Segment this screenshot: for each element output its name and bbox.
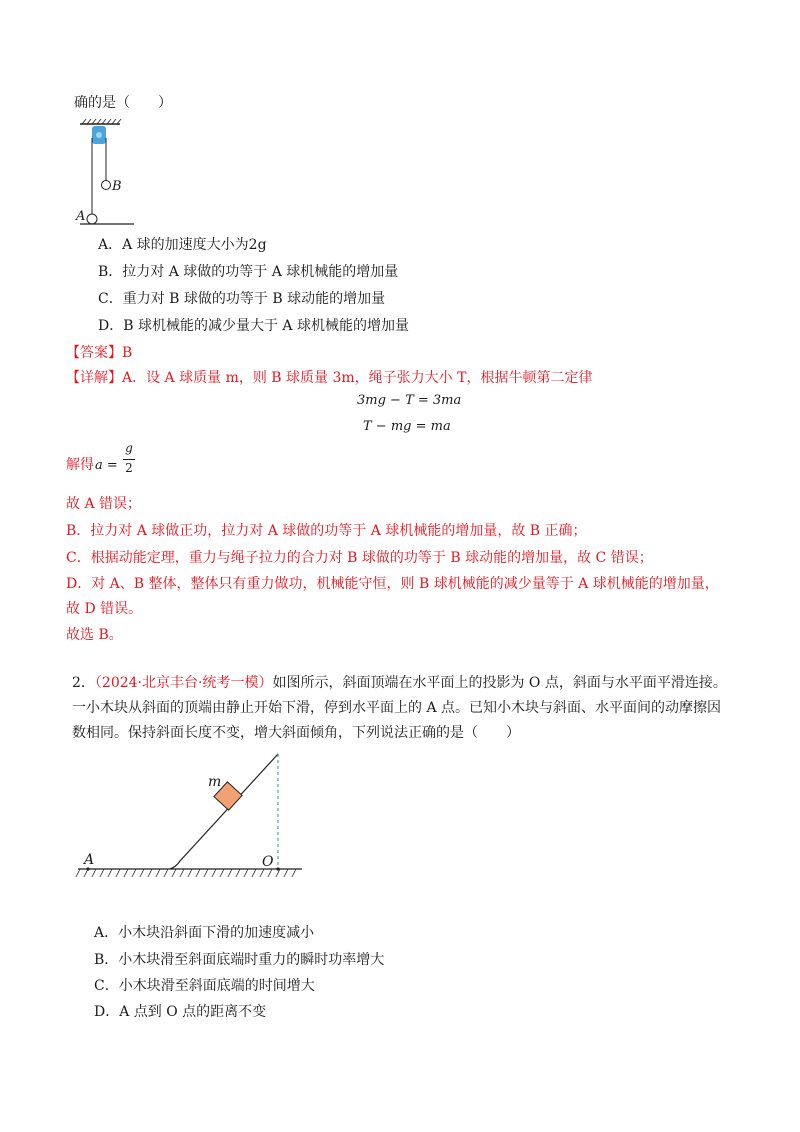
q1-conclusion-d-line1: D．对 A、B 整体，整体只有重力做功，机械能守恒，则 B 球机械能的减少量等于 A 球机械能的增加量，	[66, 576, 719, 592]
q2-label-o: O	[262, 854, 274, 870]
q2-option-c: C．小木块滑至斜面底端的时间增大	[94, 978, 315, 994]
q1-conclusion-d-line2: 故 D 错误。	[66, 601, 143, 617]
q1-equation-1: 3mg − T = 3ma	[357, 393, 462, 408]
q1-conclusion-a: 故 A 错误；	[66, 496, 142, 512]
q1-fraction-bar	[123, 459, 135, 460]
q2-label-a: A	[84, 852, 95, 868]
q1-option-a: A．A 球的加速度大小为2g	[98, 237, 267, 253]
q2-source: （2024·北京丰台·统考一模）	[94, 675, 273, 691]
q2-stem-line2: 一小木块从斜面的顶端由静止开始下滑，停到水平面上的 A 点。已知小木块与斜面、水平面间的动摩擦因	[72, 700, 722, 716]
q2-label-m: m	[208, 774, 222, 790]
q2-option-d: D．A 点到 O 点的距离不变	[94, 1004, 267, 1020]
q1-solve-lhs: a =	[95, 458, 118, 473]
q2-incline-figure	[70, 750, 310, 885]
q1-solve-denominator: 2	[125, 461, 133, 475]
q1-option-d: D．B 球机械能的减少量大于 A 球机械能的增加量	[98, 318, 409, 334]
q2-stem-1: 如图所示，斜面顶端在水平面上的投影为 O 点，斜面与水平面平滑连接。	[272, 675, 727, 691]
q1-solve-prefix: 解得	[66, 457, 94, 473]
q1-option-c: C．重力对 B 球做的功等于 B 球动能的增加量	[98, 291, 386, 307]
q1-conclusion-c: C．根据动能定理，重力与绳子拉力的合力对 B 球做的功等于 B 球动能的增加量，故 C 错误；	[66, 550, 653, 566]
q2-number: 2．	[72, 675, 95, 691]
q1-final-choice: 故选 B。	[66, 627, 123, 643]
q1-option-b: B．拉力对 A 球做的功等于 A 球机械能的增加量	[98, 264, 399, 280]
q1-detail-intro: 【详解】A．设 A 球质量 m，则 B 球质量 3m，绳子张力大小 T，根据牛顿第二定律	[66, 370, 593, 386]
q2-stem-line1	[72, 673, 727, 693]
q2-option-b: B．小木块滑至斜面底端时重力的瞬时功率增大	[94, 952, 385, 968]
q2-option-a: A．小木块沿斜面下滑的加速度减小	[94, 925, 315, 941]
q2-stem-line3: 数相同。保持斜面长度不变，增大斜面倾角，下列说法正确的是（ ）	[72, 725, 520, 741]
q1-solve-numerator: g	[125, 441, 133, 455]
q1-conclusion-b: B．拉力对 A 球做正功，拉力对 A 球做的功等于 A 球机械能的增加量，故 B 正确；	[66, 523, 587, 539]
q1-answer: 【答案】B	[66, 345, 133, 361]
q1-label-b: B	[112, 179, 122, 194]
q1-equation-2: T − mg = ma	[363, 419, 451, 434]
q1-label-a: A	[76, 209, 86, 224]
q1-stem-tail: 确的是（ ）	[74, 95, 172, 111]
